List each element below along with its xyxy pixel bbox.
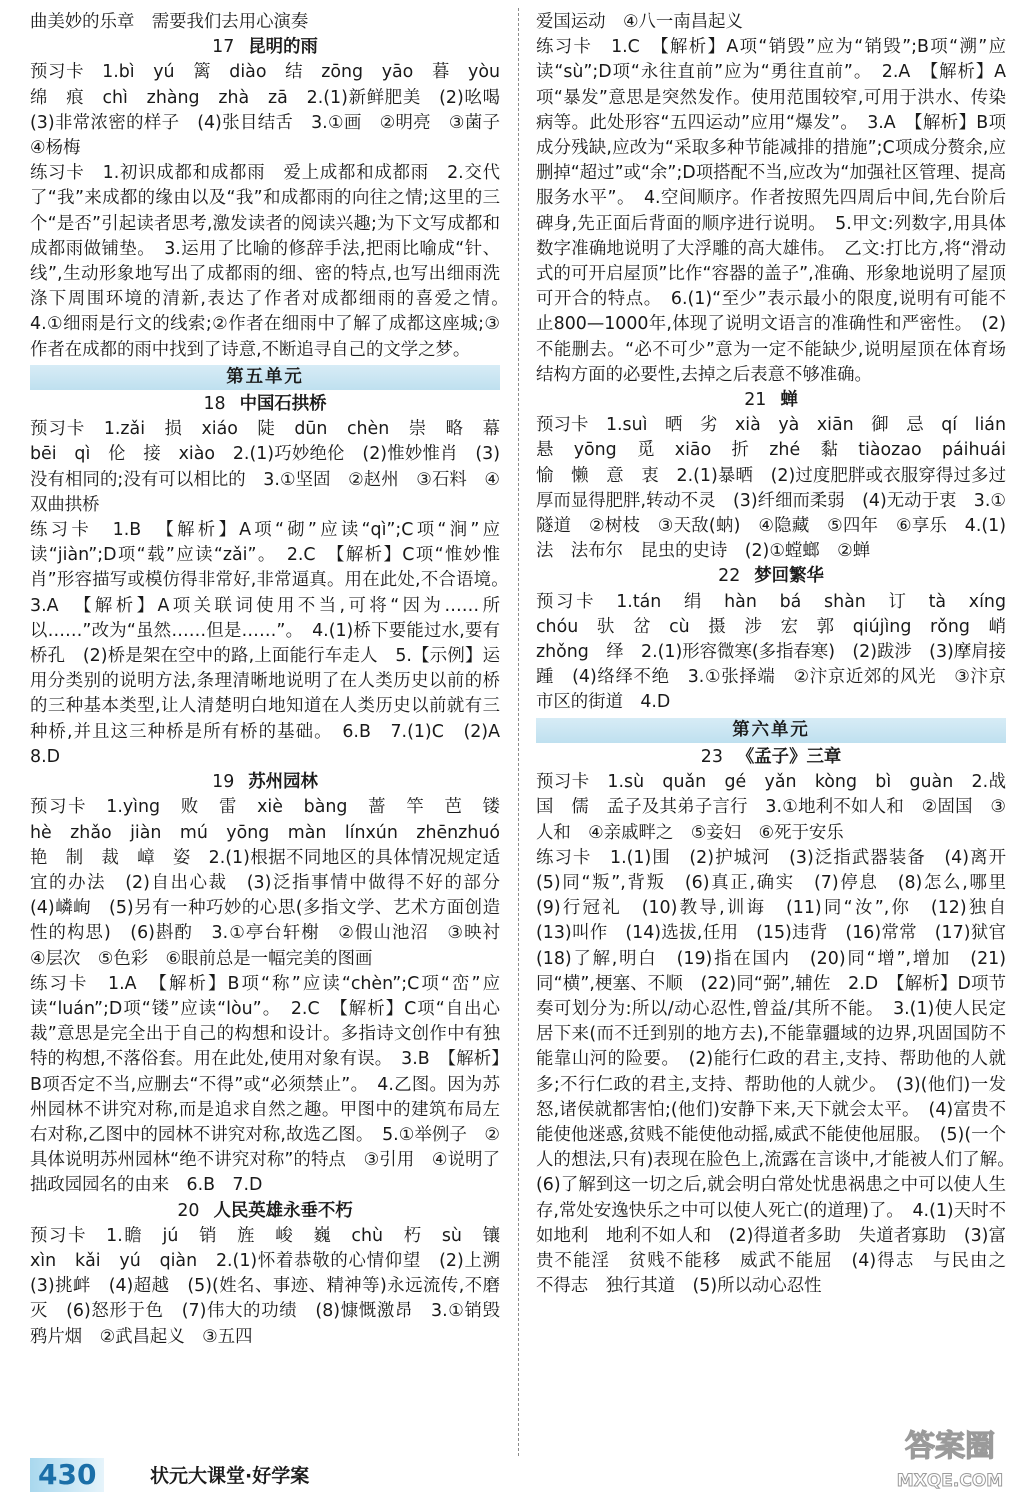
lesson-heading (536, 564, 1006, 589)
lesson-title: 昆明的雨 (248, 37, 318, 58)
left-column (30, 10, 518, 1350)
watermark-url: MXQE.COM (896, 1471, 1004, 1491)
answer-paragraph: 预习卡 1.瞻 jú 销 旌 峻 巍 chù 朽 sù 镶 xìn kǎi yú qiàn 2.(1)怀着恭敬的心情仰望 (2)上溯 (3)挑衅 (4)超越 (5)(姓名、事迹、精神等)永远流传,不磨灭 (6)怒形于色 (7)伟大的功绩 (8)慷慨激昂 3.①销毁鸦片烟 ②武昌起义 ③五四 (30, 1225, 518, 1347)
lesson-title: 苏州园林 (248, 772, 318, 793)
lesson-number: 20 (177, 1200, 200, 1221)
answer-paragraph: 曲美妙的乐章 需要我们去用心演奏 (30, 12, 309, 32)
lesson-title: 人民英雄永垂不朽 (213, 1200, 353, 1221)
answer-paragraph: 爱国运动 ④八一南昌起义 (536, 12, 743, 32)
right-column (536, 10, 1024, 1299)
lesson-heading (30, 770, 500, 795)
unit-heading: 第六单元 (536, 718, 1006, 743)
column-divider (518, 8, 520, 1456)
watermark-text: 答案圈 (905, 1429, 995, 1464)
answer-paragraph: 预习卡 1.bì yú 篱 diào 结 zōng yāo 暮 yòu 绵 痕 chì zhàng zhà zā 2.(1)新鲜肥美 (2)吆喝 (3)非常浓密的样子 (4)张目结舌 3.①画 ②明亮 ③菌子 ④杨梅 (30, 62, 518, 159)
unit-heading: 第五单元 (30, 365, 500, 390)
lesson-number: 17 (212, 37, 235, 58)
page-footer (30, 1458, 990, 1494)
lesson-heading (536, 745, 1006, 770)
answer-paragraph: 练习卡 1.(1)围 (2)护城河 (3)泛指武器装备 (4)离开 (5)同“叛”,背叛 (6)真正,确实 (7)停息 (8)怎么,哪里 (9)行冠礼 (10)教导,训诲 (11)同“汝”,你 (12)独自 (13)叫作 (14)选拔,任用 (15)违背 (16)常常 (17)狱官 (18)了解,明白 (19)指在国内 (20)同“增”,增加 (21)同“横”,梗塞、不顺 (22)同“弼”,辅佐 2.D 【解析】D项节奏可划分为:所以/动心忍性,曾益/其所不能。 3.(1)使人民定居下来(而不迁到别的地方去),不能靠疆域的边界,巩固国防不能靠山河的险要。 (2)能行仁政的君主,支持、帮助他的人就多;不行仁政的君主,支持、帮助他的人就少。 (3)(他们)一发怒,诸侯就都害怕;(他们)安静下来,天下就会太平。 (4)富贵不能使他迷惑,贫贱不能使他动摇,威武不能使他屈服。 (5)(一个人的想法,只有)表现在脸色上,流露在言谈中,才能被人们了解。 (6)了解到这一切之后,就会明白常处忧患祸患之中可以使人生存,常处安逸快乐之中可以使人死亡(的道理)了。 4.(1)天时不如地利 地利不如人和 (2)得道者多助 失道者寡助 (3)富贵不能淫 贫贱不能移 威武不能屈 (4)得志 与民由之 不得志 独行其道 (5)所以动心忍性 (536, 847, 1024, 1297)
lesson-title: 梦回繁华 (754, 566, 824, 587)
book-brand: 状元大课堂·好学案 (150, 1465, 310, 1487)
answer-paragraph: 预习卡 1.tán 绢 hàn bá shàn 订 tà xíng chóu 驮 岔 cù 摄 涉 宏 郭 qiújìng rǒng 峭 zhǒng 绎 2.(1)形容微寒(多指春寒) (2)跋涉 (3)摩肩接踵 (4)络绎不绝 3.①张择端 ②汴京近郊的风光 ③汴京市区的街道 4.D (536, 591, 1024, 713)
lesson-number: 18 (203, 394, 226, 415)
lesson-title: 中国石拱桥 (239, 394, 327, 415)
lesson-title: 《孟子》三章 (736, 746, 842, 767)
page-number: 430 (30, 1458, 104, 1492)
lesson-heading (30, 35, 500, 60)
answer-paragraph: 预习卡 1.yìng 败 雷 xiè bàng 蔷 竿 芭 镂 hè zhǎo jiàn mú yōng màn línxún zhēnzhuó 艳 制 裁 嶂 姿 2.(1)根据不同地区的具体情况规定适宜的办法 (2)自出心裁 (3)泛指事情中做得不好的部分 (4)嶙峋 (5)另有一种巧妙的心思(多指文学、艺术方面创造性的构思) (6)斟酌 3.①亭台轩榭 ②假山池沼 ③映衬 ④层次 ⑤色彩 ⑥眼前总是一幅完美的图画 (30, 797, 518, 969)
answer-paragraph: 预习卡 1.sù quǎn gé yǎn kòng bì guàn 2.战国 儒 孟子及其弟子言行 3.①地利不如人和 ②固国 ③人和 ④亲戚畔之 ⑤妾妇 ⑥死于安乐 (536, 772, 1006, 843)
answer-paragraph: 练习卡 1.A 【解析】B项“称”应读“chèn”;C项“峦”应读“luán”;D项“镂”应读“lòu”。 2.C 【解析】C项“自出心裁”意思是完全出于自己的构想和设计。多指诗文创作中有独特的构想,不落俗套。用在此处,使用对象有误。 3.B 【解析】B项否定不当,应删去“不得”或“必须禁止”。 4.乙图。因为苏州园林不讲究对称,而是追求自然之趣。甲图中的建筑布局左右对称,乙图中的园林不讲究对称,故选乙图。 5.①举例子 ②具体说明苏州园林“绝不讲究对称”的特点 ③引用 ④说明了拙政园园名的由来 6.B 7.D (30, 973, 500, 1196)
answer-paragraph: 预习卡 1.suì 晒 劣 xià yà xiān 御 忌 qí lián 悬 yōng 觅 xiāo 折 zhé 黏 tiàozao páihuái 愉 懒 意 衷 2.(1)暴晒 (2)过度肥胖或衣服穿得过多过厚而显得肥胖,转动不灵 (3)纤细而柔弱 (4)无动于衷 3.①隧道 ②树枝 ③天敌(蚋) ④隐藏 ⑤四年 ⑥享乐 4.(1)法 法布尔 昆虫的史诗 (2)①螳螂 ②蝉 (536, 415, 1024, 562)
answer-paragraph: 练习卡 1.初识成都和成都雨 爱上成都和成都雨 2.交代了“我”来成都的缘由以及“我”和成都雨的向往之情;这里的三个“是否”引起读者思考,激发读者的阅读兴趣;为下文写成都和成都雨做铺垫。 3.运用了比喻的修辞手法,把雨比喻成“针、线”,生动形象地写出了成都雨的细、密的特点,也写出细雨洗涤下周围环境的清新,表达了作者对成都细雨的喜爱之情。 4.①细雨是行文的线索;②作者在细雨中了解了成都这座城;③作者在成都的雨中找到了诗意,不断追寻自己的文学之梦。 (30, 163, 518, 360)
lesson-number: 19 (212, 772, 235, 793)
answer-paragraph: 预习卡 1.zǎi 损 xiáo 陡 dūn chèn 崇 略 幕 bēi qì 伦 接 xiào 2.(1)巧妙绝伦 (2)惟妙惟肖 (3)没有相同的;没有可以相比的 3.①坚固 ②赵州 ③石料 ④双曲拱桥 (30, 419, 518, 515)
lesson-heading (30, 1199, 500, 1224)
lesson-number: 21 (744, 390, 767, 411)
watermark-logo (890, 1420, 1010, 1498)
answer-paragraph: 练习卡 1.C 【解析】A项“销毁”应为“销毁”;B项“溯”应读“sù”;D项“永往直前”应为“勇往直前”。 2.A 【解析】A项“暴发”意思是突然发作。使用范围较窄,可用于洪水、传染病等。此处形容“五四运动”应用“爆发”。 3.A 【解析】B项成分残缺,应改为“采取多种节能减排的措施”;C项成分赘余,应删掉“超过”或“余”;D项搭配不当,应改为“加强社区管理、提高服务水平”。 4.空间顺序。作者按照先四周后中间,先台阶后碑身,先正面后背面的顺序进行说明。 5.甲文:列数字,用具体数字准确地说明了大浮雕的高大雄伟。 乙文:打比方,将“滑动式的可开启屋顶”比作“容器的盖子”,准确、形象地说明了屋顶可开合的特点。 6.(1)“至少”表示最小的限度,说明有可能不止800—1000年,体现了说明文语言的准确性和严密性。 (2)不能删去。“必不可少”意为一定不能缺少,说明屋顶在体育场结构方面的必要性,去掉之后表意不够准确。 (536, 37, 1006, 385)
lesson-title: 蝉 (780, 390, 798, 411)
lesson-number: 23 (700, 746, 723, 767)
lesson-heading (30, 392, 500, 417)
lesson-heading (536, 388, 1006, 413)
lesson-number: 22 (718, 566, 741, 587)
answer-paragraph: 练习卡 1.B 【解析】A项“砌”应读“qì”;C项“涧”应读“jiàn”;D项“载”应读“zǎi”。 2.C 【解析】C项“惟妙惟肖”形容描写或模仿得非常好,非常逼真。用在此处,不合语境。 3.A 【解析】A项关联词使用不当,可将“因为……所以……”改为“虽然……但是……”。 4.(1)桥下要能过水,要有桥孔 (2)桥是架在空中的路,上面能行车走人 5.【示例】运用分类别的说明方法,条理清晰地说明了在人类历史以前的桥的三种基本类型,让人清楚明白地知道在人类历史以前就有三种桥,并且这三种桥是所有桥的基础。 6.B 7.(1)C (2)A 8.D (30, 520, 518, 767)
